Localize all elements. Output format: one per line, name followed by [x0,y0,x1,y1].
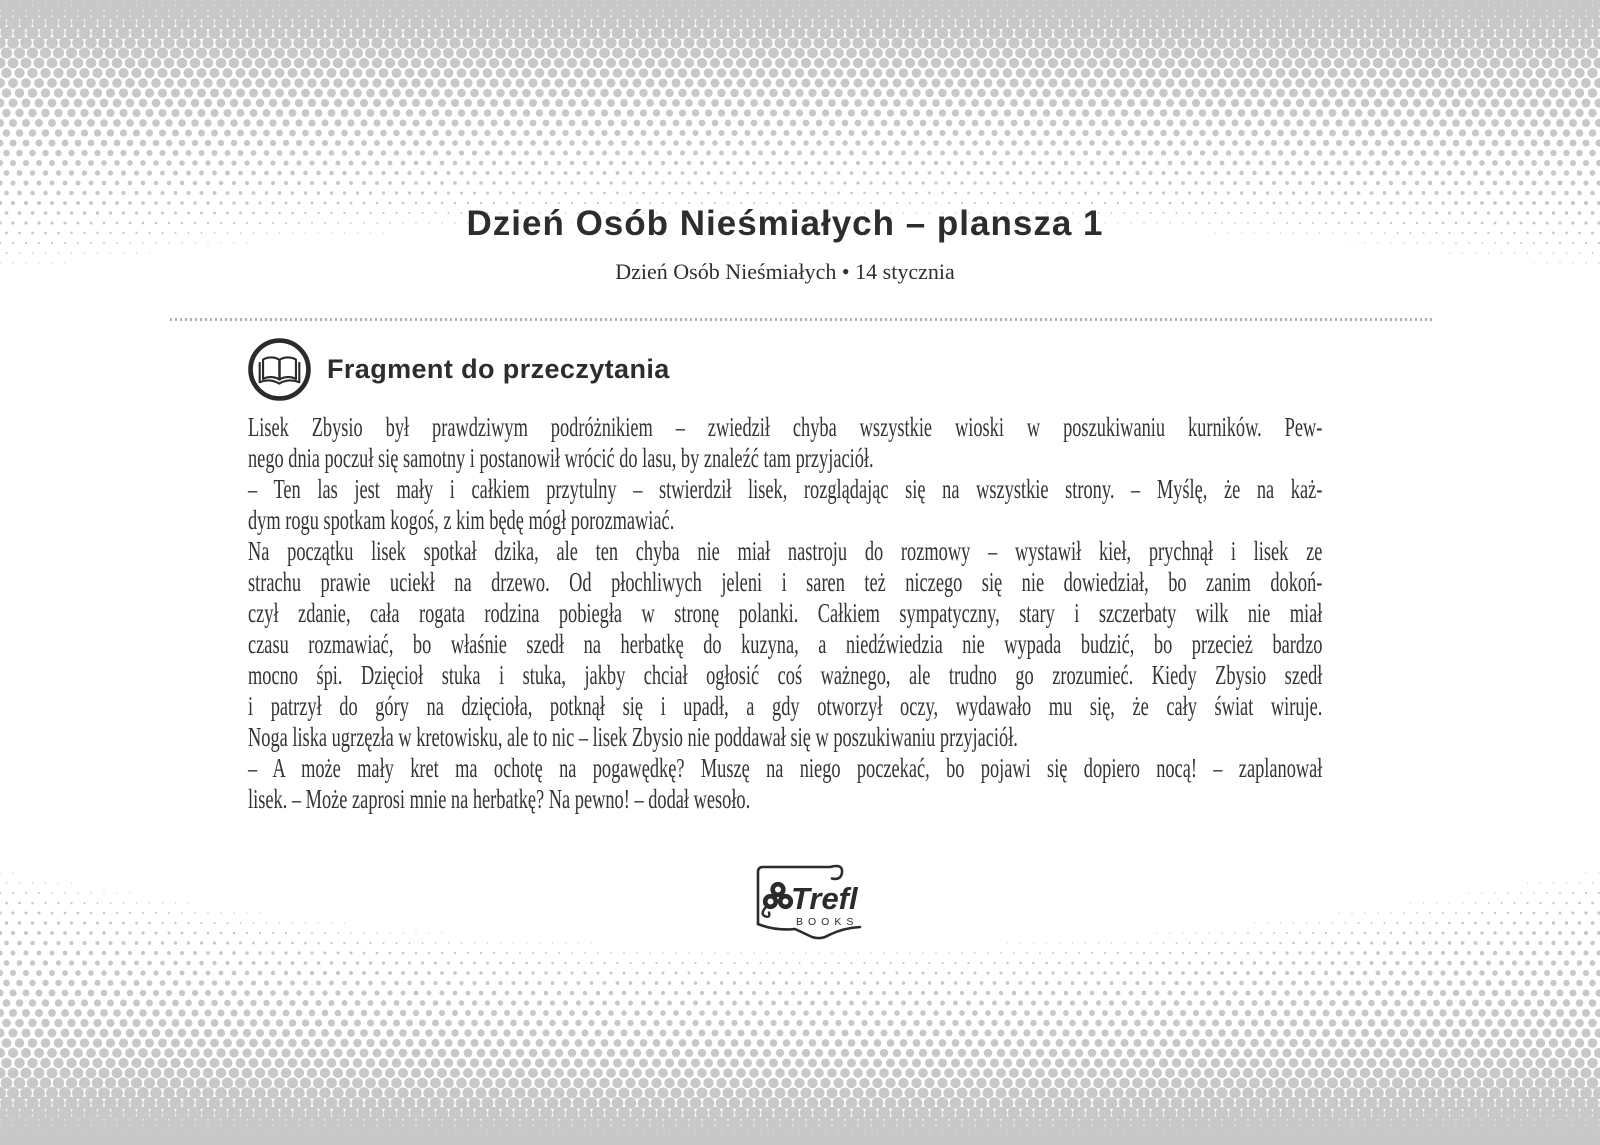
passage-line: czasu rozmawiać, bo właśnie szedł na herbatkę do kuzyna, a niedźwiedzia nie wypada budzić, bo przecież bardzo [248,629,1323,659]
passage-line: dym rogu spotkam kogoś, z kim będę mógł porozmawiać. [248,505,675,535]
logo-subbrand-text: BOOKS [796,916,859,928]
trefl-books-logo [744,845,866,941]
dotted-separator [170,318,1432,321]
open-book-icon [247,337,312,402]
section-header [247,337,670,402]
passage-line: nego dnia poczuł się samotny i postanowił wrócić do lasu, by znaleźć tam przyjaciół. [248,443,874,473]
passage-line: – Ten las jest mały i całkiem przytulny – stwierdził lisek, rozglądając się na wszystkie strony. – Myślę, że na każ- [248,474,1323,504]
passage-line: mocno śpi. Dzięcioł stuka i stuka, jakby chciał ogłosić coś ważnego, ale trudno go zrozumieć. Kiedy Zbysio szedł [248,660,1323,690]
passage-line: Lisek Zbysio był prawdziwym podróżnikiem – zwiedził chyba wszystkie wioski w poszukiwaniu kurników. Pew- [248,412,1323,442]
section-heading: Fragment do przeczytania [327,354,670,384]
page-title: Dzień Osób Nieśmiałych – plansza 1 [466,204,1104,243]
logo-brand-text: Trefl [791,881,858,916]
clover-icon [763,882,793,917]
reading-passage [248,412,1322,815]
passage-line: czył zdanie, cała rogata rodzina pobiegła w stronę polanki. Całkiem sympatyczny, stary i szczerbaty wilk nie miał [248,598,1323,628]
passage-line: Noga liska ugrzęzła w kretowisku, ale to nic – lisek Zbysio nie poddawał się w poszukiwaniu przyjaciół. [248,722,1018,752]
passage-line: i patrzył do góry na dzięcioła, potknął się i upadł, a gdy otworzył oczy, wydawało mu się, że cały świat wiruje. [248,691,1323,721]
passage-line: Na początku lisek spotkał dzika, ale ten chyba nie miał nastroju do rozmowy – wystawił kieł, prychnął i lisek ze [248,536,1323,566]
page-subtitle: Dzień Osób Nieśmiałych • 14 stycznia [615,259,955,284]
passage-line: strachu prawie uciekł na drzewo. Od płochliwych jeleni i saren też niczego się nie dowiedział, bo zanim dokoń- [248,567,1323,597]
passage-line: – A może mały kret ma ochotę na pogawędkę? Muszę na niego poczekać, bo pojawi się dopiero nocą! – zaplanował [248,753,1323,783]
passage-line: lisek. – Może zaprosi mnie na herbatkę? Na pewno! – dodał wesoło. [248,784,751,814]
